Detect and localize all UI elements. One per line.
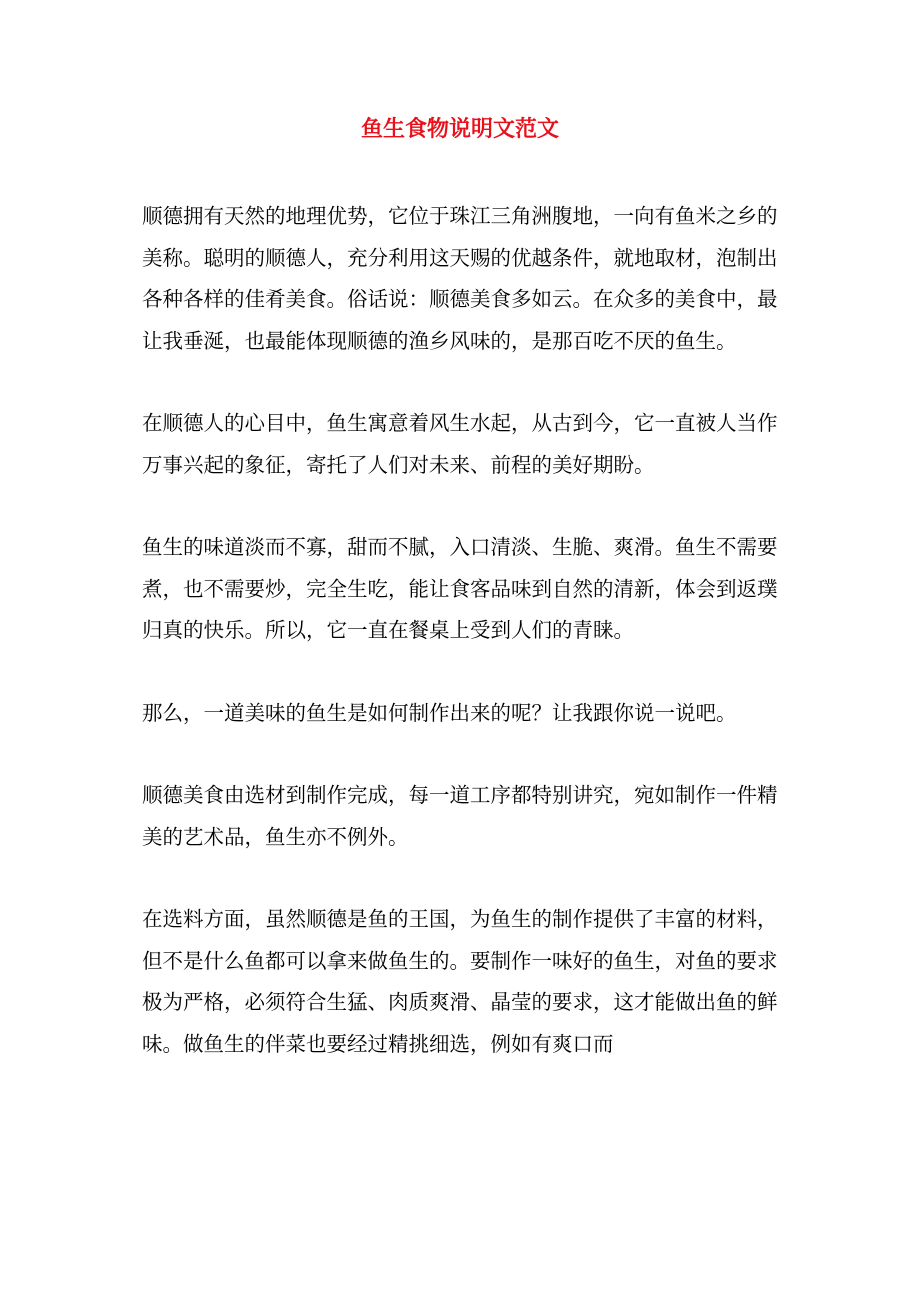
paragraph-5: 顺德美食由选材到制作完成，每一道工序都特别讲究，宛如制作一件精美的艺术品，鱼生亦不例外。 (142, 783, 778, 849)
paragraph-2: 在顺德人的心目中，鱼生寓意着风生水起，从古到今，它一直被人当作万事兴起的象征，寄托了人们对未来、前程的美好期盼。 (142, 411, 778, 477)
paragraph-1: 顺德拥有天然的地理优势，它位于珠江三角洲腹地，一向有鱼米之乡的美称。聪明的顺德人，充分利用这天赐的优越条件，就地取材，泡制出各种各样的佳肴美食。俗话说：顺德美食多如云。在众多的美食中，最让我垂涎，也最能体现顺德的渔乡风味的，是那百吃不厌的鱼生。 (142, 204, 778, 353)
paragraph-3: 鱼生的味道淡而不寡，甜而不腻，入口清淡、生脆、爽滑。鱼生不需要煮，也不需要炒，完全生吃，能让食客品味到自然的清新，体会到返璞归真的快乐。所以，它一直在餐桌上受到人们的青睐。 (142, 535, 778, 642)
paragraph-4: 那么，一道美味的鱼生是如何制作出来的呢？让我跟你说一说吧。 (142, 700, 737, 725)
document-body (142, 196, 778, 1106)
document-title: 鱼生食物说明文范文 (360, 116, 559, 142)
paragraph-6: 在选料方面，虽然顺德是鱼的王国，为鱼生的制作提供了丰富的材料，但不是什么鱼都可以拿来做鱼生的。要制作一味好的鱼生，对鱼的要求极为严格，必须符合生猛、肉质爽滑、晶莹的要求，这才能做出鱼的鲜味。做鱼生的伴菜也要经过精挑细选，例如有爽口而 (142, 907, 778, 1056)
